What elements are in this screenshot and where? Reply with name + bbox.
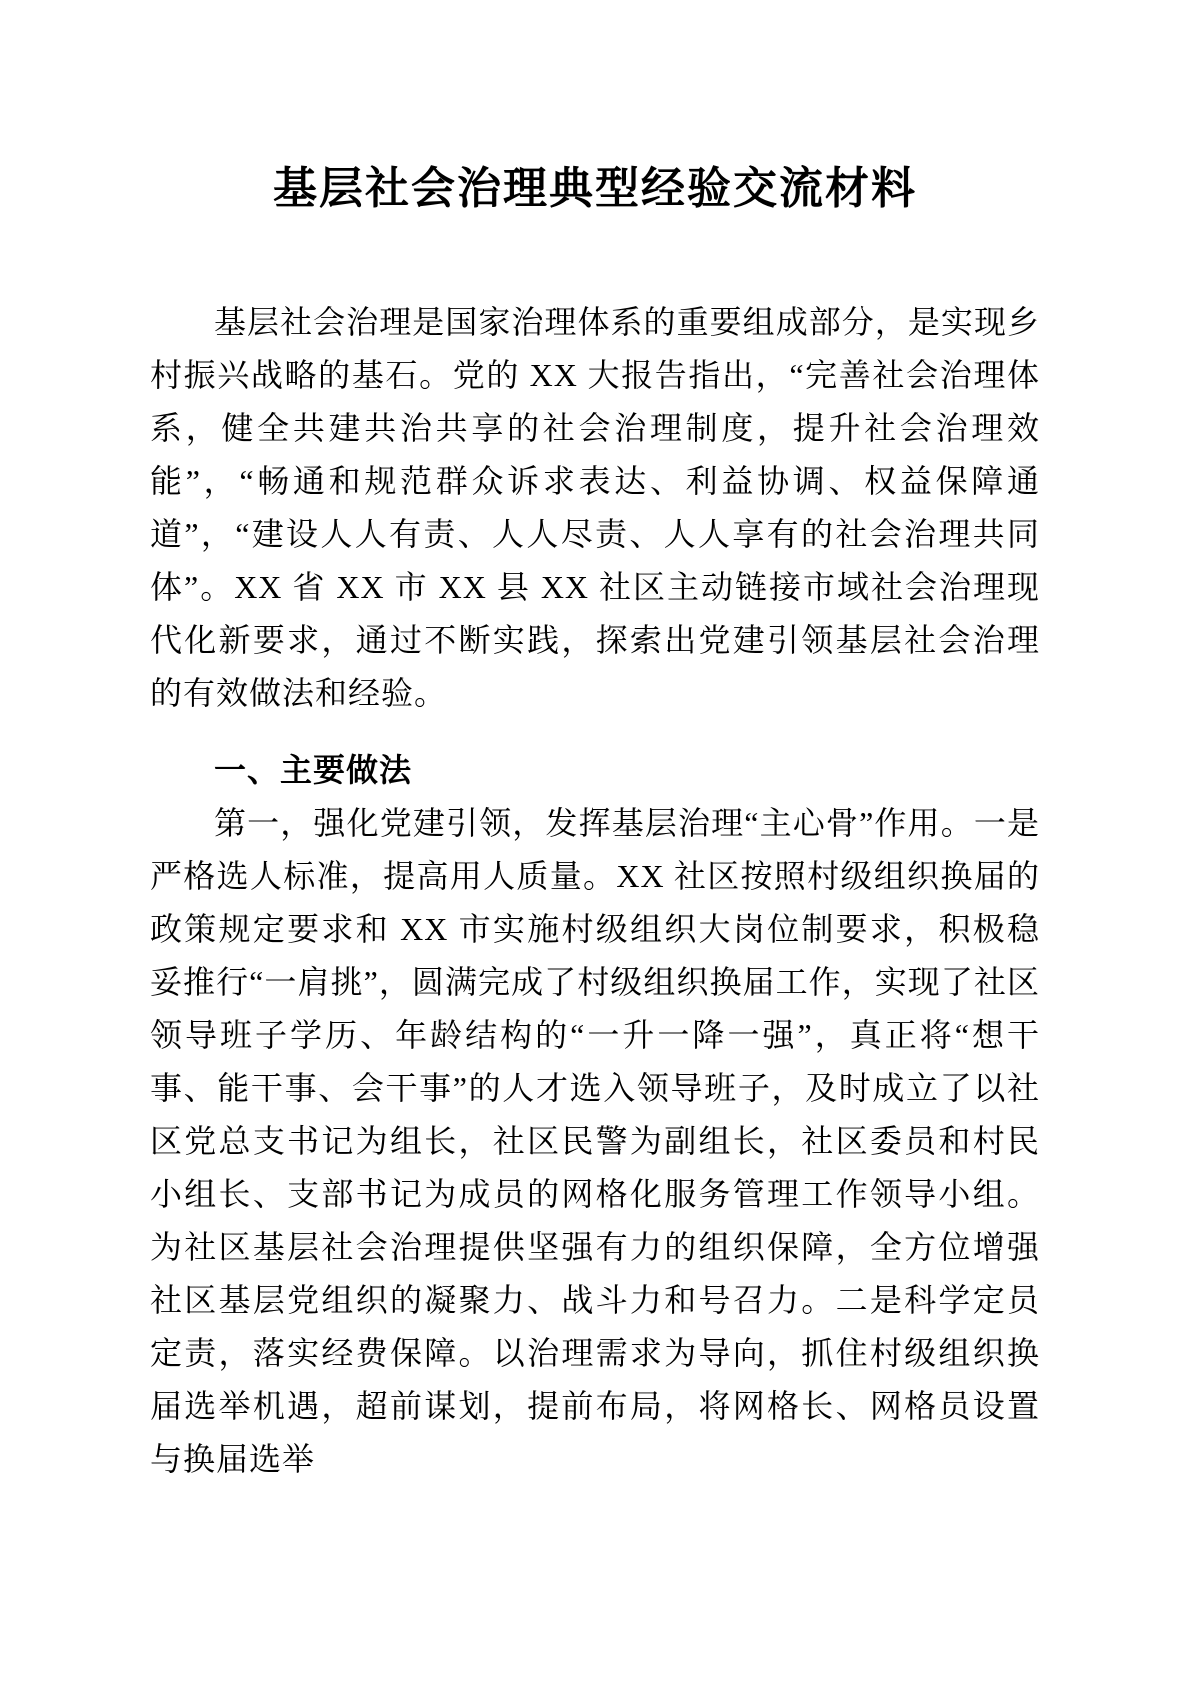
- document-title: 基层社会治理典型经验交流材料: [273, 164, 917, 213]
- section-heading-main-practices: 一、主要做法: [214, 752, 413, 788]
- paragraph-practices: 第一，强化党建引领，发挥基层治理“主心骨”作用。一是严格选人标准，提高用人质量。XX 社区按照村级组织换届的政策规定要求和 XX 市实施村级组织大岗位制要求，积极稳妥推行“一肩挑”，圆满完成了村级组织换届工作，实现了社区领导班子学历、年龄结构的“一升一降一强”，真正将“想干事、能干事、会干事”的人才选入领导班子，及时成立了以社区党总支书记为组长，社区民警为副组长，社区委员和村民小组长、支部书记为成员的网格化服务管理工作领导小组。为社区基层社会治理提供坚强有力的组织保障，全方位增强社区基层党组织的凝聚力、战斗力和号召力。二是科学定员定责，落实经费保障。以治理需求为导向，抓住村级组织换届选举机遇，超前谋划，提前布局，将网格长、网格员设置与换届选举: [150, 805, 1040, 1477]
- paragraph-intro: 基层社会治理是国家治理体系的重要组成部分，是实现乡村振兴战略的基石。党的 XX 大报告指出，“完善社会治理体系，健全共建共治共享的社会治理制度，提升社会治理效能”，“畅通和规范群众诉求表达、利益协调、权益保障通道”，“建设人人有责、人人尽责、人人享有的社会治理共同体”。XX 省 XX 市 XX 县 XX 社区主动链接市域社会治理现代化新要求，通过不断实践，探索出党建引领基层社会治理的有效做法和经验。: [150, 304, 1040, 711]
